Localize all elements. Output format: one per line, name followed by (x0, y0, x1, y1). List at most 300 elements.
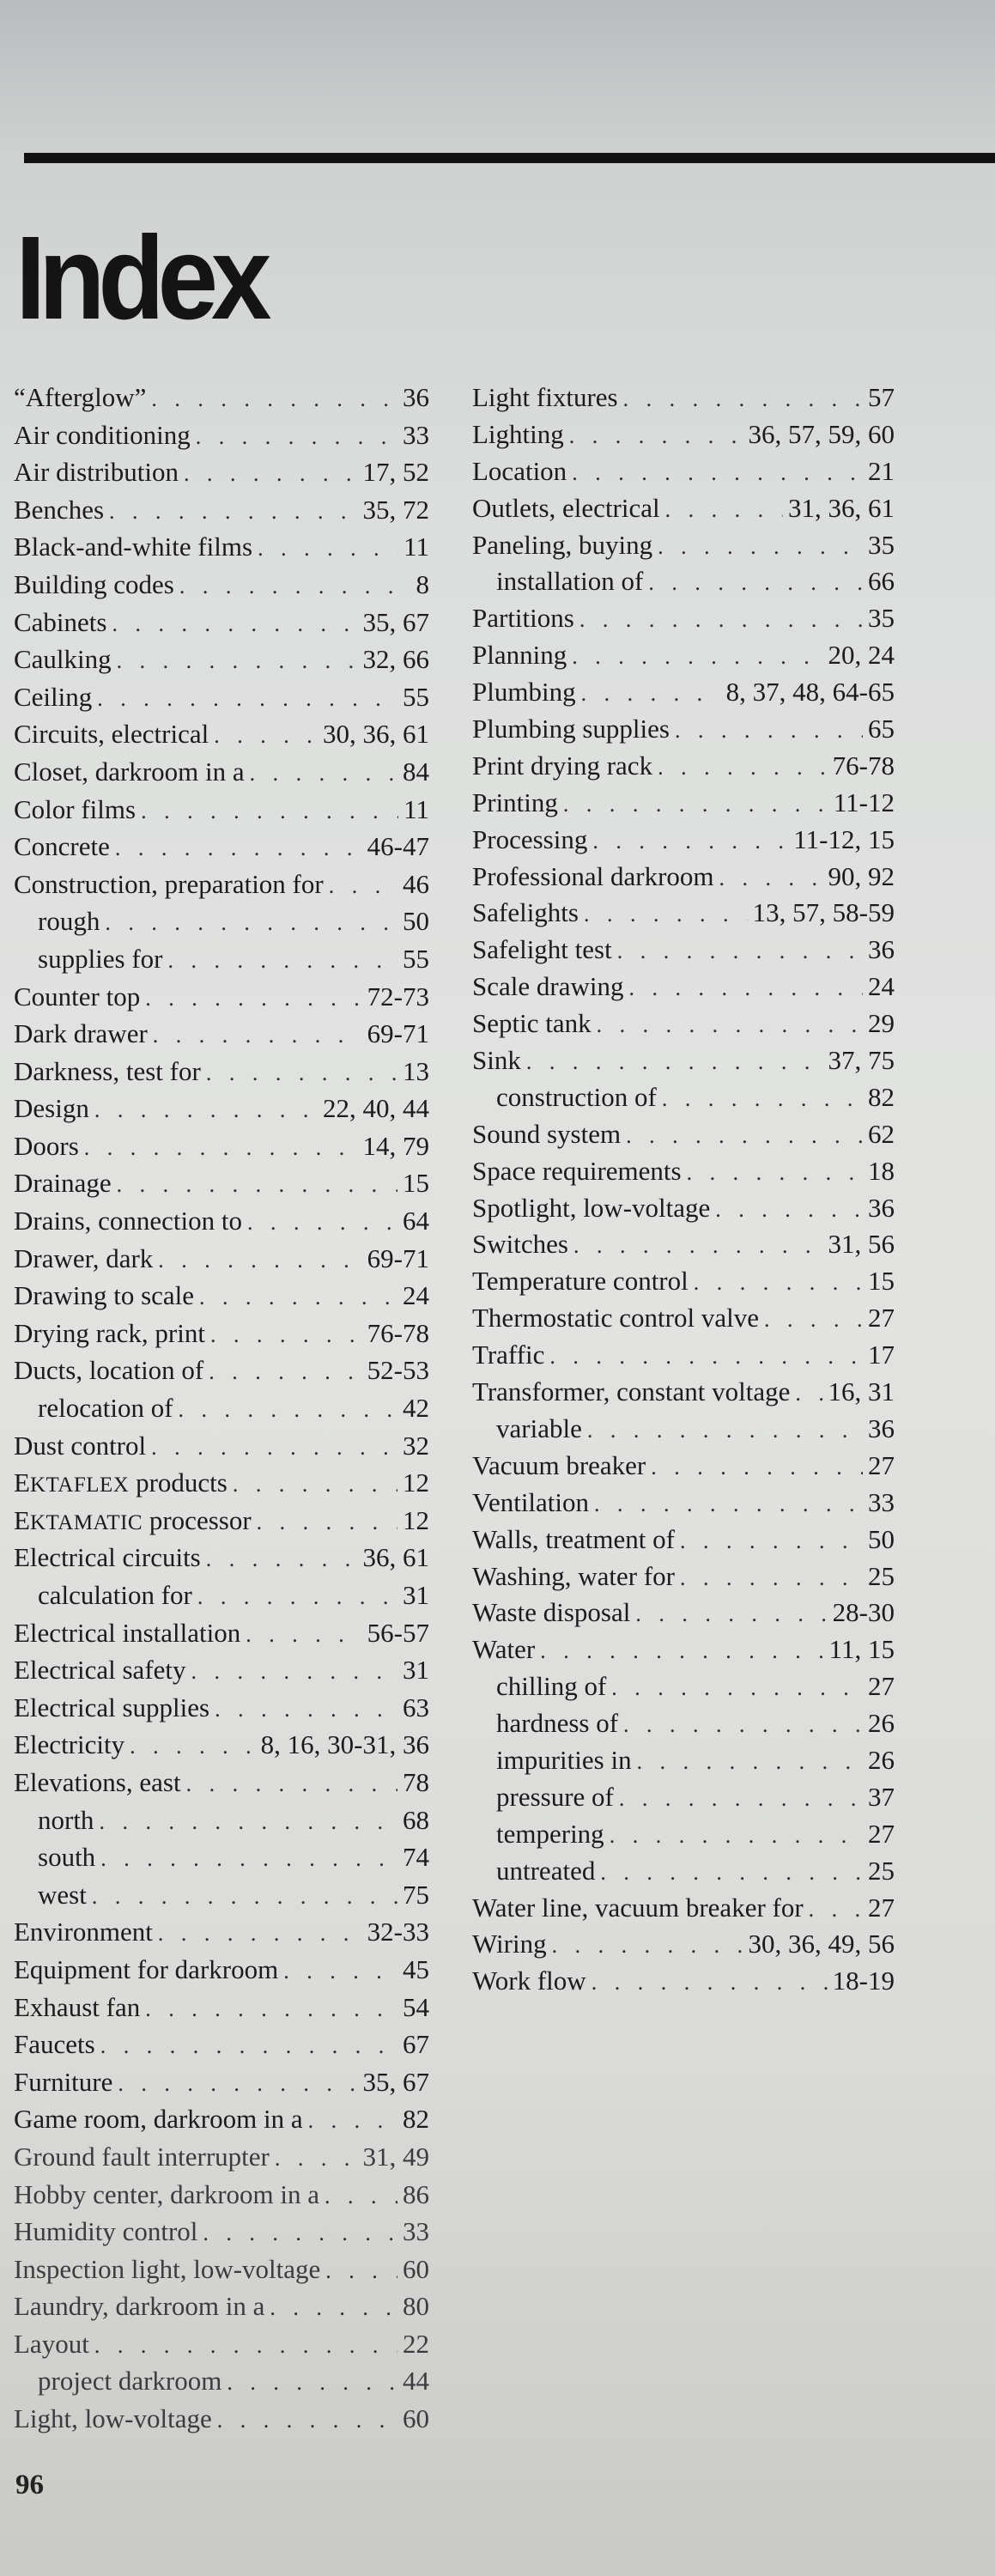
index-entry (14, 420, 429, 458)
index-page-refs: 12 (403, 1467, 429, 1498)
dot-leader (145, 1996, 397, 2022)
index-entry (14, 1318, 429, 1356)
index-page-refs: 13 (403, 1055, 429, 1086)
index-term: Hobby center, darkroom in a (14, 2178, 320, 2209)
index-subentry (472, 1671, 895, 1708)
index-entry (472, 1487, 895, 1524)
index-entry (14, 1992, 429, 2030)
index-term: Temperature control (472, 1266, 689, 1297)
dot-leader (658, 534, 863, 560)
index-entry (14, 457, 429, 495)
index-entry (472, 1450, 895, 1487)
index-term: Lighting (472, 418, 564, 449)
dot-leader (626, 1123, 863, 1149)
index-term: Doors (14, 1130, 79, 1161)
index-entry (472, 1266, 895, 1303)
index-entry (472, 1524, 895, 1561)
index-entry (14, 532, 429, 569)
index-page-refs: 27 (868, 1671, 895, 1702)
index-page-refs: 30, 36, 49, 56 (748, 1929, 895, 1959)
dot-leader (275, 2146, 358, 2172)
dot-leader (84, 1135, 358, 1161)
index-page-refs: 32-33 (367, 1917, 429, 1947)
index-subentry (14, 1580, 429, 1618)
index-page-refs: 55 (403, 681, 429, 712)
index-term: Processing (472, 823, 588, 854)
dot-leader (92, 1884, 397, 1910)
index-term: Ducts, location of (14, 1355, 204, 1386)
page-number: 96 (15, 2470, 44, 2500)
index-entry (472, 382, 895, 419)
index-entry (472, 1561, 895, 1598)
index-page-refs: 66 (868, 566, 895, 597)
index-entry (472, 1229, 895, 1266)
dot-leader (214, 723, 318, 749)
index-term: Paneling, buying (472, 529, 653, 560)
index-entry (14, 382, 429, 420)
index-term: Counter top (14, 981, 141, 1012)
index-entry (472, 640, 895, 677)
index-entry (14, 1431, 429, 1468)
dot-leader (540, 1638, 823, 1664)
dot-leader (694, 1270, 863, 1296)
index-page-refs: 35, 67 (362, 2066, 429, 2097)
dot-leader (215, 1697, 397, 1722)
index-page-refs: 27 (868, 1449, 895, 1480)
index-entry (14, 869, 429, 907)
index-page-refs: 35 (868, 529, 895, 560)
index-page-refs: 57 (868, 382, 895, 412)
dot-leader (635, 1601, 827, 1627)
index-term: Print drying rack (472, 750, 653, 781)
index-page-refs: 26 (868, 1708, 895, 1739)
dot-leader (617, 939, 863, 964)
index-term: calculation for (38, 1580, 192, 1610)
index-page-refs: 60 (403, 2403, 429, 2434)
index-term: untreated (496, 1855, 596, 1886)
index-entry (14, 1131, 429, 1169)
index-entry (14, 2142, 429, 2179)
index-entry (14, 1056, 429, 1094)
dot-leader (100, 2033, 397, 2059)
index-page-refs: 44 (403, 2366, 429, 2397)
index-term: hardness of (496, 1708, 619, 1739)
dot-leader (97, 686, 397, 712)
index-term: Caulking (14, 644, 112, 675)
dot-leader (563, 792, 828, 817)
index-term: Dust control (14, 1430, 147, 1461)
dot-leader (217, 2408, 397, 2433)
index-term: Plumbing supplies (472, 714, 670, 744)
index-page-refs: 24 (868, 971, 895, 1002)
index-entry (14, 2329, 429, 2366)
index-entry (14, 1505, 429, 1543)
index-entry (14, 1355, 429, 1393)
index-term: Outlets, electrical (472, 492, 660, 523)
index-term: north (38, 1804, 94, 1835)
index-term: Color films (14, 793, 137, 824)
index-term: Electrical supplies (14, 1692, 210, 1722)
index-page-refs: 32, 66 (362, 644, 429, 675)
index-term: Safelight test (472, 934, 612, 965)
index-term: Vacuum breaker (472, 1449, 646, 1480)
index-entry (472, 1340, 895, 1376)
index-term: Black-and-white films (14, 532, 253, 562)
index-page-refs: 86 (403, 2178, 429, 2209)
index-page-refs: 63 (403, 1692, 429, 1722)
dot-leader (680, 1565, 863, 1591)
index-entry (14, 2029, 429, 2067)
index-page-refs: 21 (868, 455, 895, 486)
dot-leader (227, 2370, 397, 2396)
index-term: Drainage (14, 1168, 112, 1199)
index-term: Sink (472, 1045, 521, 1076)
index-page-refs: 31 (403, 1655, 429, 1686)
index-page-refs: 17 (868, 1340, 895, 1370)
index-term: Cabinets (14, 606, 107, 637)
index-page-refs: 8 (416, 568, 429, 599)
index-term: impurities in (496, 1744, 632, 1775)
index-entry (14, 2291, 429, 2329)
dot-leader (196, 424, 397, 450)
dot-leader (257, 1510, 397, 1535)
index-page-refs: 74 (403, 1842, 429, 1873)
dot-leader (675, 718, 863, 744)
index-page-refs: 54 (403, 1991, 429, 2022)
index-page-refs: 25 (868, 1855, 895, 1886)
index-entry (14, 1542, 429, 1580)
dot-leader (592, 1970, 828, 1996)
index-term: Location (472, 455, 567, 486)
index-column-right (472, 382, 895, 2002)
dot-leader (158, 1248, 361, 1273)
index-term: Switches (472, 1229, 568, 1260)
index-entry (472, 1303, 895, 1340)
header-rule (24, 153, 995, 163)
dot-leader (719, 866, 823, 891)
dot-leader (283, 1959, 397, 1984)
index-entry (14, 2216, 429, 2254)
index-term: Drains, connection to (14, 1206, 243, 1236)
index-term: project darkroom (38, 2366, 222, 2397)
index-entry (14, 831, 429, 869)
index-page-refs: 16, 31 (828, 1376, 895, 1407)
index-page-refs: 33 (868, 1486, 895, 1517)
index-term: Humidity control (14, 2216, 198, 2247)
index-term: Scale drawing (472, 971, 624, 1002)
index-entry (472, 971, 895, 1008)
index-page-refs: 65 (868, 714, 895, 744)
dot-leader (246, 1622, 361, 1648)
index-page-refs: 69-71 (367, 1242, 429, 1273)
index-page-refs: 64 (403, 1206, 429, 1236)
dot-leader (572, 644, 822, 670)
index-term: Ventilation (472, 1486, 590, 1517)
dot-leader (99, 1809, 397, 1835)
index-term: variable (496, 1413, 582, 1443)
index-entry (14, 794, 429, 832)
index-entry (472, 714, 895, 750)
index-entry (14, 1168, 429, 1206)
index-page-refs: 50 (868, 1523, 895, 1554)
index-entry (472, 493, 895, 530)
index-page-refs: 27 (868, 1303, 895, 1334)
dot-leader (117, 1172, 397, 1198)
index-term: Faucets (14, 2029, 95, 2060)
index-subentry (14, 1880, 429, 1917)
index-entry (14, 2254, 429, 2292)
index-term: west (38, 1879, 87, 1910)
index-entry (472, 1376, 895, 1413)
index-term: Laundry, darkroom in a (14, 2291, 265, 2322)
index-term: Space requirements (472, 1155, 682, 1186)
index-term: relocation of (38, 1393, 173, 1424)
index-subentry (14, 944, 429, 981)
index-page-refs: 14, 79 (362, 1130, 429, 1161)
index-page-refs: 37 (868, 1781, 895, 1812)
index-page-refs: 76-78 (832, 750, 895, 781)
dot-leader (329, 873, 397, 899)
dot-leader (325, 2184, 397, 2209)
index-page-refs: 11-12 (833, 787, 895, 817)
index-entry (472, 750, 895, 787)
index-page-refs: 22 (403, 2328, 429, 2359)
index-entry (472, 787, 895, 824)
dot-leader (581, 681, 721, 707)
index-subentry (472, 1819, 895, 1856)
dot-leader (94, 1097, 318, 1123)
index-page-refs: 11 (403, 793, 429, 824)
index-term: Drying rack, print (14, 1317, 205, 1348)
index-page-refs: 11, 15 (828, 1634, 895, 1665)
index-term: Sound system (472, 1118, 622, 1149)
index-page-refs: 11-12, 15 (793, 823, 895, 854)
dot-leader (118, 2071, 357, 2097)
index-page-refs: 27 (868, 1892, 895, 1923)
index-entry (14, 1767, 429, 1805)
index-page-refs: 36, 57, 59, 60 (748, 418, 895, 449)
dot-leader (573, 1233, 823, 1259)
dot-leader (623, 386, 863, 412)
index-page-refs: 36 (868, 934, 895, 965)
dot-leader (179, 1397, 397, 1423)
dot-leader (151, 1435, 397, 1461)
index-term: Building codes (14, 568, 174, 599)
index-subentry (472, 1782, 895, 1819)
dot-leader (94, 2333, 397, 2359)
index-term: EKTAFLEX products (14, 1467, 228, 1498)
index-page-refs: 15 (403, 1168, 429, 1199)
dot-leader (270, 2295, 397, 2321)
index-entry (14, 2179, 429, 2217)
index-page-refs: 82 (403, 2104, 429, 2135)
index-term: Printing (472, 787, 558, 817)
index-entry (472, 530, 895, 567)
dot-leader (572, 460, 863, 486)
page-title: Index (15, 212, 265, 344)
index-term: supplies for (38, 943, 163, 974)
index-term: pressure of (496, 1781, 614, 1812)
index-term: Water line, vacuum breaker for (472, 1892, 804, 1923)
dot-leader (184, 461, 357, 487)
index-entry (472, 1634, 895, 1671)
index-subentry (472, 1745, 895, 1782)
index-subentry (14, 906, 429, 944)
index-subentry (472, 566, 895, 603)
index-page-refs: 31, 36, 61 (788, 492, 895, 523)
dot-leader (628, 975, 863, 1001)
index-page-refs: 62 (868, 1118, 895, 1149)
index-term: Electrical installation (14, 1617, 241, 1648)
index-page-refs: 33 (403, 2216, 429, 2247)
index-page-refs: 35 (868, 603, 895, 634)
index-entry (472, 897, 895, 934)
dot-leader (597, 1012, 863, 1038)
index-entry (472, 1597, 895, 1634)
index-page-refs: 15 (868, 1266, 895, 1297)
index-page-refs: 26 (868, 1744, 895, 1775)
index-page-refs: 78 (403, 1766, 429, 1797)
index-term: Furniture (14, 2066, 113, 2097)
dot-leader (584, 902, 748, 927)
index-term: Plumbing (472, 677, 576, 708)
index-entry (14, 1206, 429, 1243)
index-entry (472, 1045, 895, 1082)
index-page-refs: 46-47 (367, 831, 429, 862)
index-term: Ground fault interrupter (14, 2141, 270, 2172)
index-page-refs: 82 (868, 1081, 895, 1112)
index-page-refs: 72-73 (367, 981, 429, 1012)
index-subentry (14, 1842, 429, 1880)
index-page-refs: 31, 56 (828, 1229, 895, 1260)
dot-leader (665, 497, 783, 523)
index-page-refs: 36, 61 (362, 1542, 429, 1573)
index-entry (472, 824, 895, 861)
index-term: chilling of (496, 1671, 607, 1702)
index-entry (472, 1008, 895, 1045)
index-subentry (472, 1708, 895, 1745)
dot-leader (619, 1786, 863, 1812)
index-term: Drawer, dark (14, 1242, 154, 1273)
dot-leader (168, 948, 397, 974)
index-page-refs: 80 (403, 2291, 429, 2322)
index-entry (14, 569, 429, 607)
dot-leader (680, 1528, 863, 1554)
index-page-refs: 28-30 (832, 1597, 895, 1628)
index-term: Washing, water for (472, 1560, 675, 1591)
index-entry (14, 607, 429, 645)
index-term: installation of (496, 566, 644, 597)
index-entry (472, 419, 895, 456)
dot-leader (662, 1086, 863, 1112)
dot-leader (250, 761, 397, 787)
index-term: Electrical safety (14, 1655, 186, 1686)
index-entry (14, 981, 429, 1019)
index-entry (472, 456, 895, 493)
index-entry (14, 756, 429, 794)
dot-leader (587, 1418, 863, 1443)
index-term: Wiring (472, 1929, 547, 1959)
index-page-refs: 13, 57, 58-59 (752, 897, 895, 928)
dot-leader (112, 611, 358, 637)
index-page-refs: 18-19 (832, 1965, 895, 1996)
dot-leader (526, 1049, 823, 1075)
index-term: Elevations, east (14, 1766, 181, 1797)
index-term: Electrical circuits (14, 1542, 201, 1573)
dot-leader (203, 2221, 397, 2246)
dot-leader (197, 1584, 397, 1610)
index-page-refs: 84 (403, 756, 429, 787)
index-entry (14, 2403, 429, 2441)
dot-leader (210, 1322, 362, 1348)
dot-leader (651, 1455, 863, 1480)
index-term: Dark drawer (14, 1018, 148, 1049)
index-page-refs: 67 (403, 2029, 429, 2060)
index-term: Traffic (472, 1340, 545, 1370)
index-entry (14, 1954, 429, 1992)
index-entry (14, 1917, 429, 1954)
index-entry (14, 495, 429, 532)
index-subentry (472, 1082, 895, 1119)
dot-leader (648, 570, 863, 596)
index-entry (472, 861, 895, 898)
dot-leader (611, 1675, 863, 1701)
index-term: Circuits, electrical (14, 719, 209, 750)
index-term: Professional darkroom (472, 860, 714, 891)
index-term: Layout (14, 2328, 89, 2359)
dot-leader (594, 1492, 863, 1517)
dot-leader (809, 1897, 863, 1923)
index-entry (472, 1893, 895, 1929)
index-term: Equipment for darkroom (14, 1953, 279, 1984)
index-page-refs: 35, 67 (362, 606, 429, 637)
index-term: Planning (472, 640, 567, 671)
index-term: Electricity (14, 1729, 125, 1760)
index-page-refs: 32 (403, 1430, 429, 1461)
dot-leader (552, 1933, 743, 1959)
index-page-refs: 24 (403, 1280, 429, 1311)
index-entry (472, 1119, 895, 1156)
index-term: Partitions (472, 603, 574, 634)
index-page-refs: 11 (403, 532, 429, 562)
index-term: Light, low-voltage (14, 2403, 212, 2434)
index-term: Safelights (472, 897, 579, 928)
index-entry (14, 1618, 429, 1656)
index-page-refs: 42 (403, 1393, 429, 1424)
index-term: Spotlight, low-voltage (472, 1192, 711, 1223)
dot-leader (637, 1749, 863, 1775)
dot-leader (325, 2258, 397, 2284)
dot-leader (153, 1023, 362, 1048)
index-entry (14, 2067, 429, 2105)
dot-leader (117, 648, 358, 674)
dot-leader (141, 799, 398, 824)
dot-leader (199, 1285, 397, 1310)
index-entry (14, 1093, 429, 1131)
dot-leader (579, 607, 863, 633)
index-subentry (14, 2366, 429, 2403)
dot-leader (158, 1921, 362, 1947)
index-entry (472, 1193, 895, 1230)
index-page-refs: 20, 24 (828, 640, 895, 671)
index-term: Closet, darkroom in a (14, 756, 245, 787)
index-page-refs: 52-53 (367, 1355, 429, 1386)
index-column-left (14, 382, 429, 2441)
index-entry (14, 1729, 429, 1767)
index-term: Drawing to scale (14, 1280, 195, 1311)
index-term: Game room, darkroom in a (14, 2104, 303, 2135)
index-page-refs: 27 (868, 1818, 895, 1849)
